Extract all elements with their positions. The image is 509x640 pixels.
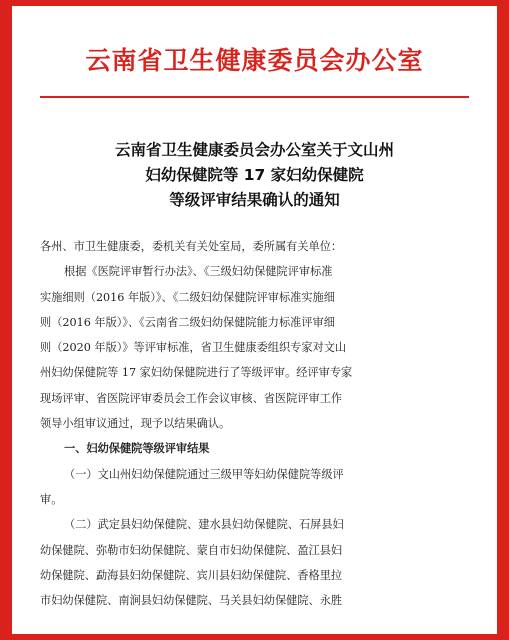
paragraph1-line: 现场评审、省医院评审委员会工作会议审核、省医院评审工作 [40, 391, 343, 405]
letterhead-red-rule [40, 96, 469, 98]
item2-line: 幼保健院、弥勒市妇幼保健院、蒙自市妇幼保健院、盈江县妇 [40, 543, 343, 557]
item1-line: （一）文山州妇幼保健院通过三级甲等妇幼保健院等级评 [64, 467, 344, 481]
red-border-left [0, 0, 12, 640]
item2-line: （二）武定县妇幼保健院、建水县妇幼保健院、石屏县妇 [64, 518, 344, 532]
salutation: 各州、市卫生健康委，委机关有关处室局，委所属有关单位： [40, 240, 343, 253]
paragraph1-line: 则（2020 年版）》等评审标准，省卫生健康委组织专家对文山 [40, 341, 347, 355]
document-title [40, 138, 469, 213]
title-line-1: 云南省卫生健康委员会办公室关于文山州 [114, 141, 394, 159]
document-body [40, 234, 469, 613]
red-border-right [497, 0, 509, 640]
section1-heading: 一、妇幼保健院等级评审结果 [64, 442, 210, 456]
paragraph1-line: 根据《医院评审暂行办法》、《三级妇幼保健院评审标准 [64, 265, 333, 279]
item1-line: 审。 [40, 492, 63, 506]
paragraph1-line: 州妇幼保健院等 17 家妇幼保健院进行了等级评审。经评审专家 [40, 366, 353, 380]
letterhead-title: 云南省卫生健康委员会办公室 [85, 46, 424, 75]
paragraph1-line: 实施细则（2016 年版）》、《二级妇幼保健院评审标准实施细 [40, 290, 335, 304]
paragraph1-line: 则（2016 年版）》、《云南省二级妇幼保健院能力标准评审细 [40, 315, 335, 329]
item2-line: 市妇幼保健院、南涧县妇幼保健院、马关县妇幼保健院、永胜 [40, 594, 343, 608]
document-page [40, 0, 469, 640]
title-line-3: 等级评审结果确认的通知 [169, 191, 340, 209]
item2-line: 幼保健院、勐海县妇幼保健院、宾川县妇幼保健院、香格里拉 [40, 568, 343, 582]
paragraph1-line: 领导小组审议通过，现予以结果确认。 [40, 417, 231, 431]
title-line-2: 妇幼保健院等 17 家妇幼保健院 [145, 166, 364, 184]
